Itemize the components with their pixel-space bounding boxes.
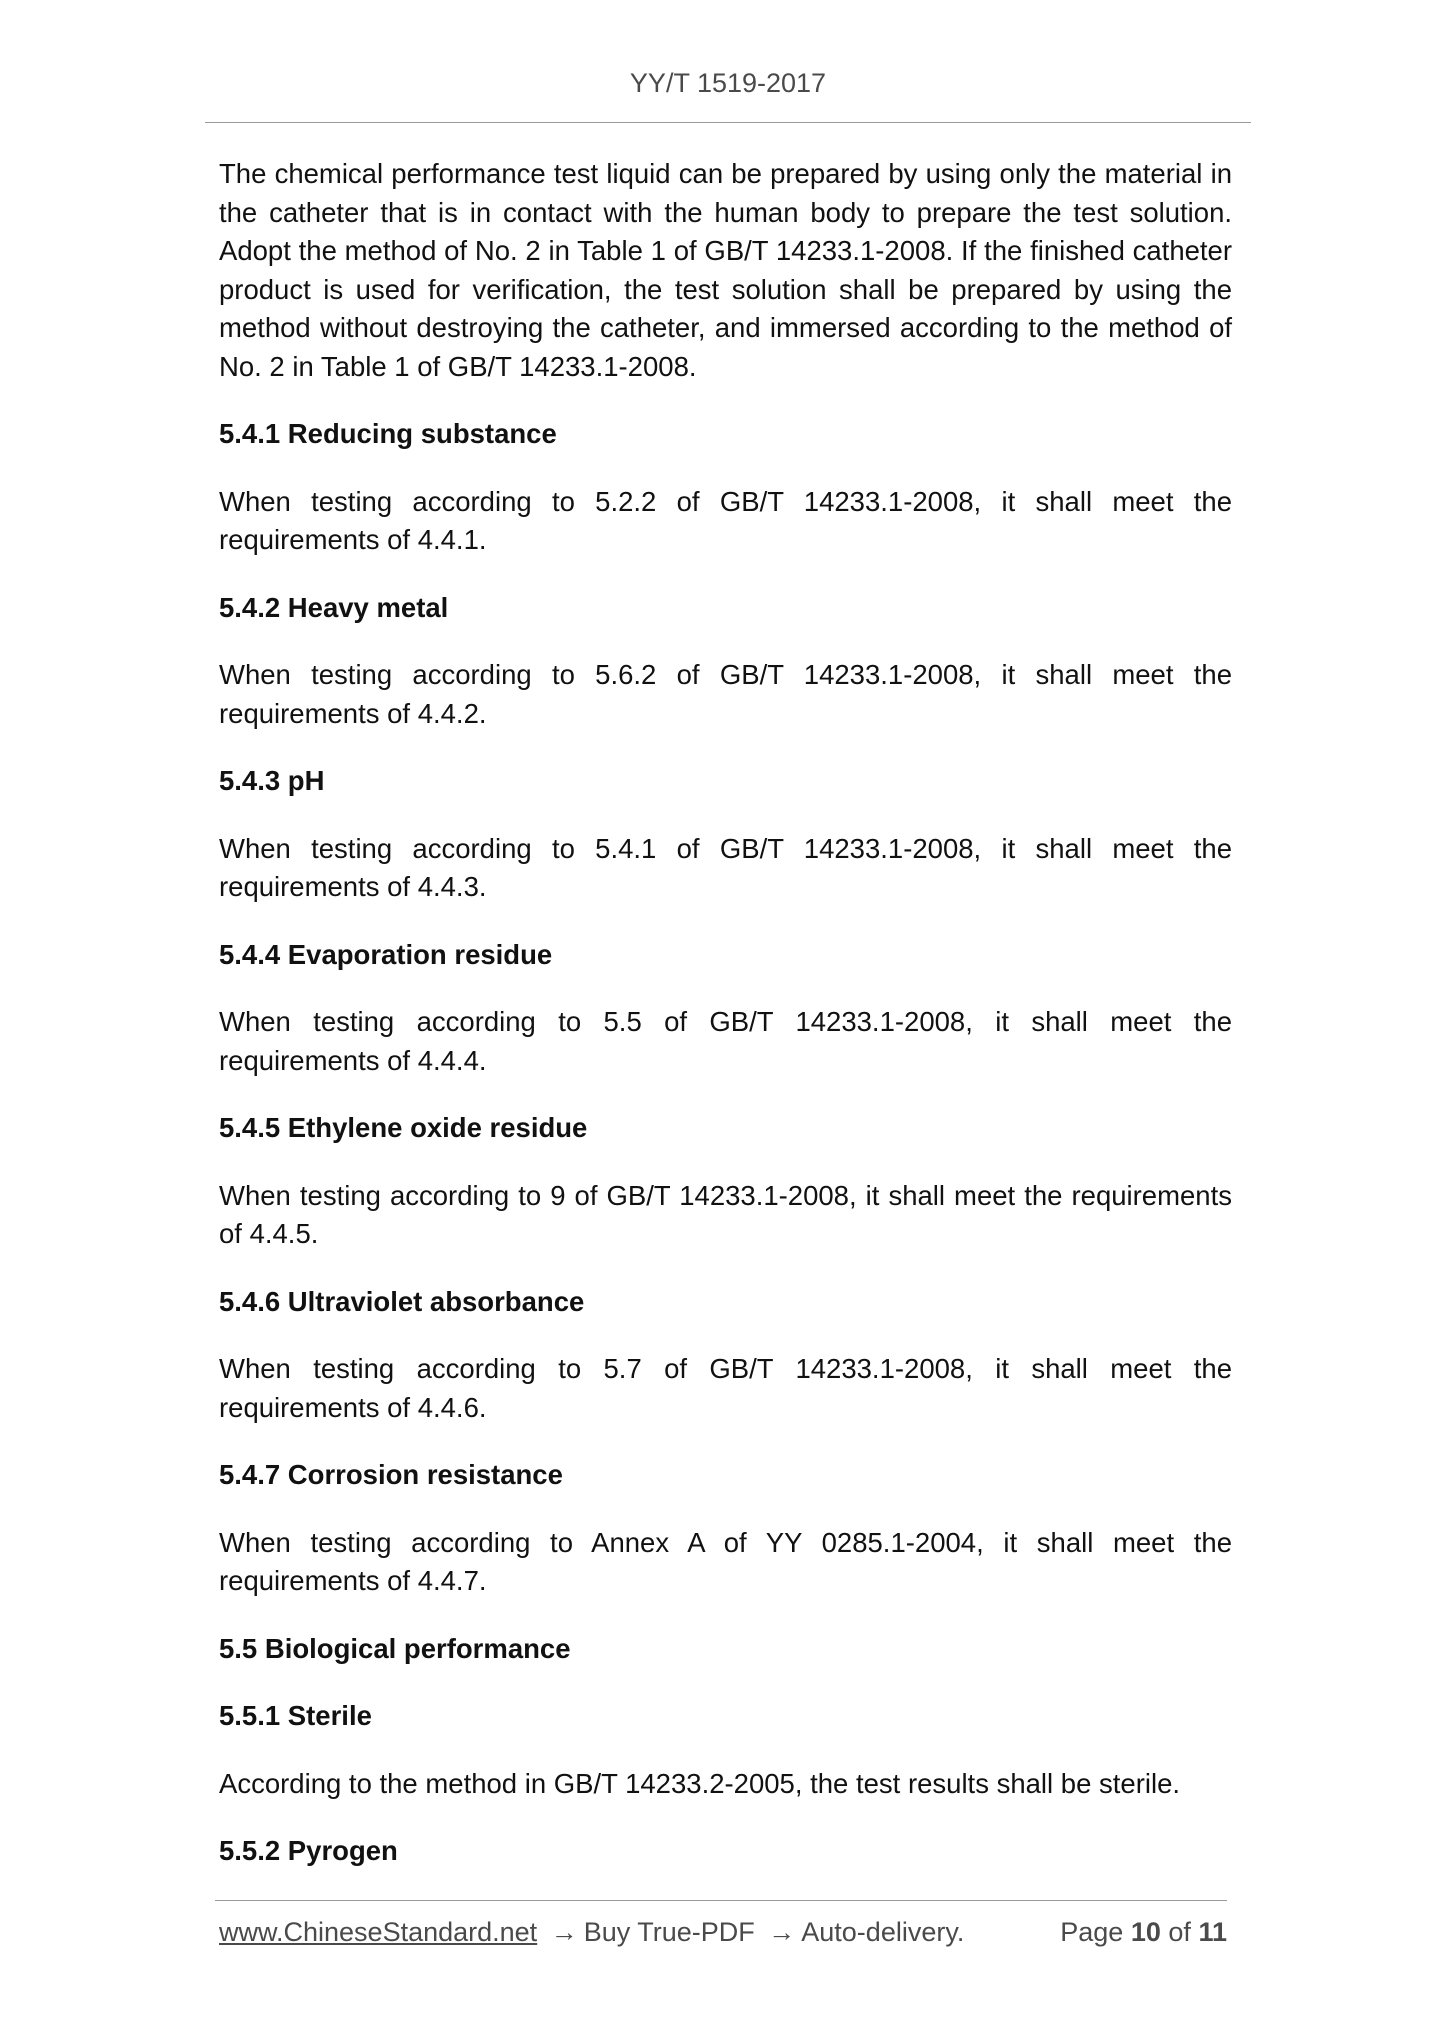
section-heading: 5.4.2 Heavy metal: [219, 591, 449, 623]
section-heading: 5.4.6 Ultraviolet absorbance: [219, 1285, 585, 1317]
section-text: When testing according to 5.4.1 of GB/T 14233.1-2008, it shall meet the requirements of 4.4.3.: [219, 832, 1232, 902]
arrow-right-icon: →: [550, 1917, 578, 1947]
website-link[interactable]: www.ChineseStandard.net: [219, 1917, 538, 1947]
sterile-heading: 5.5.1 Sterile: [219, 1700, 372, 1731]
buy-text: Buy True-PDF: [583, 1917, 755, 1947]
page-header: YY/T 1519-2017: [629, 68, 827, 98]
of-label: of: [1168, 1917, 1191, 1947]
page-footer: [219, 1917, 1227, 1948]
section-text: When testing according to 5.2.2 of GB/T 14233.1-2008, it shall meet the requirements of 4.4.1.: [219, 485, 1232, 555]
page-indicator: [1060, 1917, 1227, 1948]
section-heading: 5.4.3 pH: [219, 765, 325, 796]
biological-heading: 5.5 Biological performance: [219, 1632, 571, 1664]
section-text: When testing according to 5.7 of GB/T 14233.1-2008, it shall meet the requirements of 4.4.6.: [219, 1353, 1232, 1423]
section-text: When testing according to Annex A of YY 0285.1-2004, it shall meet the requirements of 4.4.7.: [219, 1526, 1232, 1596]
page-number: 10: [1130, 1917, 1161, 1947]
pyrogen-heading: 5.5.2 Pyrogen: [219, 1835, 398, 1866]
section-heading: 5.4.7 Corrosion resistance: [219, 1459, 563, 1490]
header-divider: [205, 122, 1251, 123]
arrow-right-icon: →: [768, 1917, 796, 1947]
delivery-text: Auto-delivery.: [801, 1917, 965, 1947]
sterile-text: According to the method in GB/T 14233.2-2005, the test results shall be sterile.: [219, 1767, 1181, 1799]
page-label: Page: [1060, 1917, 1124, 1947]
footer-divider: [215, 1900, 1227, 1901]
section-text: When testing according to 5.6.2 of GB/T 14233.1-2008, it shall meet the requirements of 4.4.2.: [219, 659, 1232, 729]
section-text: When testing according to 5.5 of GB/T 14233.1-2008, it shall meet the requirements of 4.4.4.: [219, 1006, 1232, 1076]
section-text: When testing according to 9 of GB/T 14233.1-2008, it shall meet the requirements of 4.4.5.: [219, 1179, 1232, 1249]
footer-left: [219, 1917, 964, 1948]
section-heading: 5.4.1 Reducing substance: [219, 418, 557, 449]
page-total: 11: [1198, 1917, 1227, 1947]
document-body: [219, 155, 1232, 1871]
intro-paragraph: The chemical performance test liquid can be prepared by using only the material in the catheter that is in contact with the human body to prepare the test solution. Adopt the method of No. 2 in Table 1 of GB/T 14233.1-2008. If the finished catheter product is used for verification, the test solution shall be prepared by using the method without destroying the catheter, and immersed according to the method of No. 2 in Table 1 of GB/T 14233.1-2008.: [219, 158, 1232, 382]
section-heading: 5.4.5 Ethylene oxide residue: [219, 1112, 588, 1143]
section-heading: 5.4.4 Evaporation residue: [219, 938, 553, 970]
